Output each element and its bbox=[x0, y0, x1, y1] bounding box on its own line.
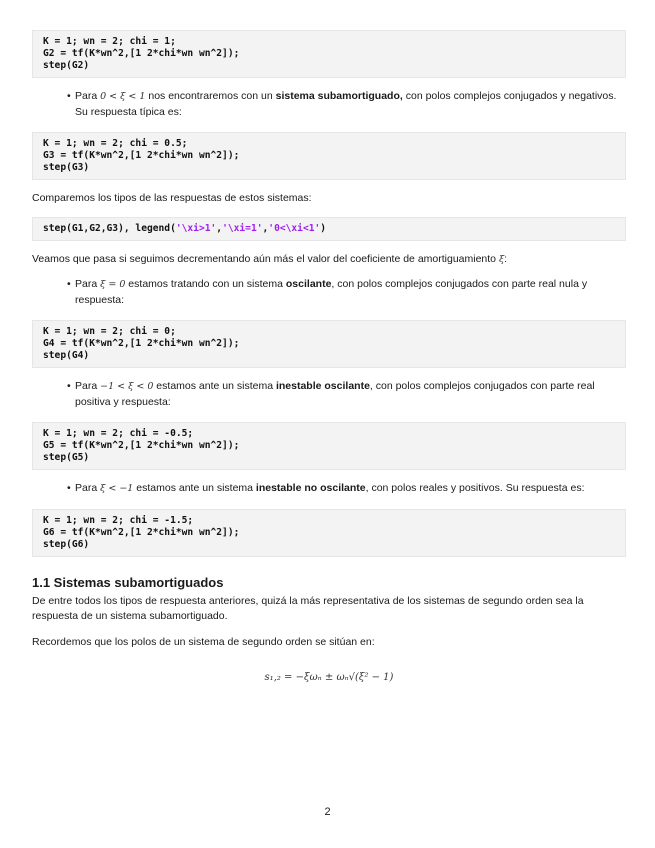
math-inline: ξ < −1 bbox=[100, 483, 134, 494]
bullet-dot-icon: • bbox=[67, 380, 71, 392]
code-line: G4 = tf(K*wn^2,[1 2*chi*wn wn^2]); bbox=[43, 338, 240, 349]
bullet-dot-icon: • bbox=[67, 482, 71, 494]
bullet-text: Para bbox=[75, 90, 101, 102]
math-inline: 0 < ξ < 1 bbox=[100, 91, 146, 102]
code-line: G6 = tf(K*wn^2,[1 2*chi*wn wn^2]); bbox=[43, 526, 240, 538]
bullet-bold: oscilante bbox=[285, 278, 332, 290]
code-block-g4 bbox=[32, 320, 626, 368]
paragraph-text: Veamos que pasa si seguimos decrementando aún más el valor del coeficiente de amortiguamiento bbox=[32, 252, 499, 265]
code-block-g6 bbox=[32, 509, 626, 557]
code-string: '\xi>1' bbox=[175, 222, 217, 234]
code-line: G3 = tf(K*wn^2,[1 2*chi*wn wn^2]); bbox=[43, 150, 240, 161]
code-line bbox=[43, 223, 615, 235]
paragraph-compare: Comparemos los tipos de las respuestas de estos sistemas: bbox=[32, 192, 312, 204]
bullet-text: estamos ante un sistema bbox=[153, 380, 276, 392]
code-block-g3 bbox=[32, 132, 626, 180]
bullet-inestable-oscilante bbox=[32, 379, 626, 410]
code-block-g5 bbox=[32, 422, 626, 470]
math-inline: −1 < ξ < 0 bbox=[100, 381, 154, 392]
paragraph-poles: Recordemos que los polos de un sistema de segundo orden se sitúan en: bbox=[32, 635, 375, 648]
code-line: K = 1; wn = 2; chi = 0.5; bbox=[43, 138, 188, 149]
bullet-text: Para bbox=[75, 482, 101, 494]
code-text: , bbox=[262, 222, 269, 234]
bullet-dot-icon: • bbox=[67, 90, 71, 102]
document-page bbox=[32, 30, 626, 683]
code-line: step(G3) bbox=[43, 162, 90, 173]
code-line: step(G4) bbox=[43, 350, 90, 361]
bullet-text: , con polos reales y positivos. Su respuesta es: bbox=[365, 482, 585, 494]
paragraph-decrement bbox=[32, 252, 626, 268]
code-text: , bbox=[216, 222, 223, 234]
code-string: '\xi=1' bbox=[222, 222, 263, 234]
bullet-bold: inestable no oscilante bbox=[255, 482, 366, 494]
bullet-text: nos encontraremos con un bbox=[145, 90, 276, 102]
code-string: '0<\xi<1' bbox=[268, 222, 321, 234]
code-line: G5 = tf(K*wn^2,[1 2*chi*wn wn^2]); bbox=[43, 440, 240, 451]
code-block-g2 bbox=[32, 30, 626, 78]
bullet-bold: inestable oscilante bbox=[275, 380, 370, 392]
code-text: step(G1,G2,G3), legend( bbox=[43, 222, 176, 234]
code-line: K = 1; wn = 2; chi = -1.5; bbox=[43, 514, 194, 526]
bullet-text: Para bbox=[75, 380, 101, 392]
code-line: step(G6) bbox=[43, 538, 90, 550]
bullet-subamortiguado bbox=[32, 89, 626, 120]
bullet-text: estamos ante un sistema bbox=[133, 482, 256, 494]
section-heading: 1.1 Sistemas subamortiguados bbox=[32, 574, 224, 590]
bullet-text: con polos complejos conjugados y negativos. Su respuesta típica es: bbox=[75, 90, 617, 118]
code-line: K = 1; wn = 2; chi = 1; bbox=[43, 36, 176, 47]
paragraph-intro: De entre todos los tipos de respuesta anteriores, quizá la más representativa de los sistemas de segundo orden sea la respuesta de un sistema subamortiguado. bbox=[32, 594, 584, 622]
code-line: K = 1; wn = 2; chi = -0.5; bbox=[43, 428, 194, 439]
equation-poles: s₁,₂ = −ξωₙ ± ωₙ√(ξ² − 1) bbox=[264, 672, 394, 683]
bullet-text: estamos tratando con un sistema bbox=[125, 278, 286, 290]
math-inline: ξ = 0 bbox=[100, 279, 126, 290]
bullet-dot-icon: • bbox=[67, 278, 71, 290]
code-line: step(G2) bbox=[43, 60, 90, 71]
code-block-legend bbox=[32, 217, 626, 241]
bullet-inestable-no-oscilante bbox=[32, 481, 626, 497]
page-number: 2 bbox=[324, 806, 331, 818]
code-line: K = 1; wn = 2; chi = 0; bbox=[43, 326, 176, 337]
bullet-text: , con polos complejos conjugados con parte real positiva y respuesta: bbox=[75, 380, 595, 408]
paragraph-text: : bbox=[504, 252, 508, 265]
code-line: G2 = tf(K*wn^2,[1 2*chi*wn wn^2]); bbox=[43, 48, 240, 59]
bullet-bold: sistema subamortiguado, bbox=[275, 90, 403, 102]
code-text: ) bbox=[320, 222, 327, 234]
bullet-oscilante bbox=[32, 277, 626, 308]
bullet-text: Para bbox=[75, 278, 101, 290]
code-line: step(G5) bbox=[43, 452, 90, 463]
bullet-text: , con polos complejos conjugados con parte real nula y respuesta: bbox=[75, 278, 588, 306]
math-inline: ξ bbox=[498, 253, 505, 265]
